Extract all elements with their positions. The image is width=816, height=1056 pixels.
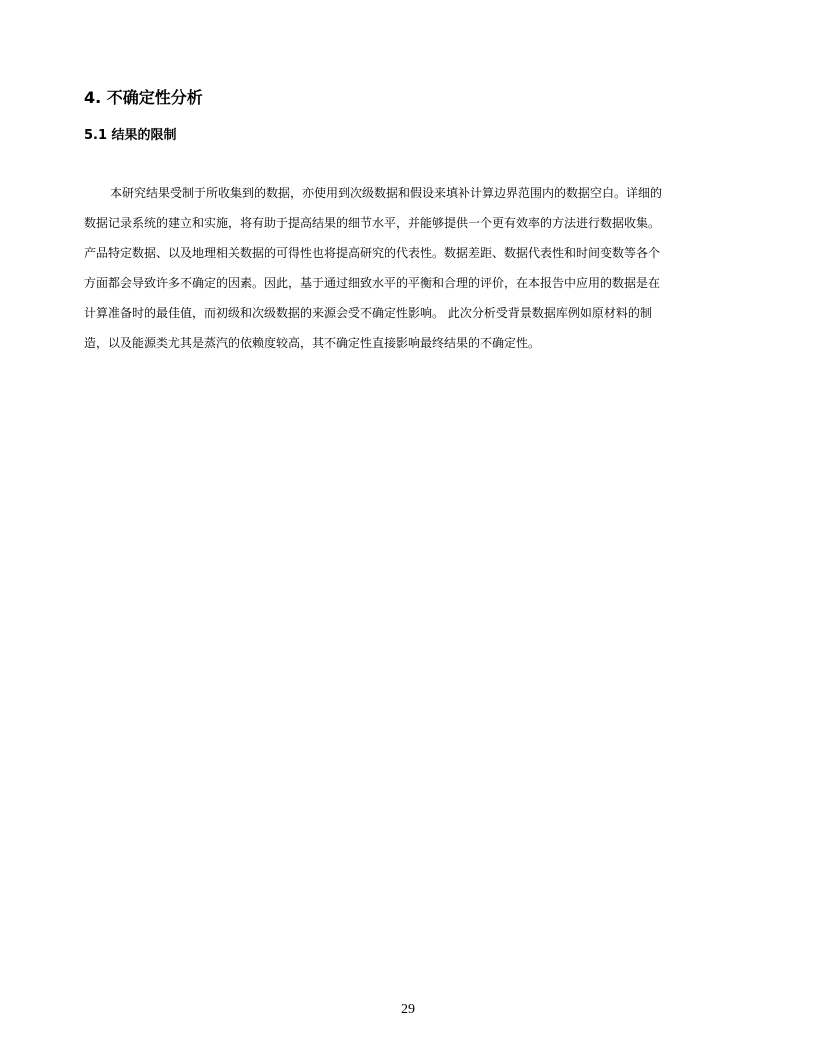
section-heading: 4. 不确定性分析	[84, 88, 203, 107]
paragraph-line: 造，以及能源类尤其是蒸汽的依赖度较高，其不确定性直接影响最终结果的不确定性。	[84, 336, 541, 350]
paragraph-line: 方面都会导致许多不确定的因素。因此，基于通过细致水平的平衡和合理的评价，在本报告中应用的数据是在	[84, 276, 661, 290]
page-number: 29	[401, 1002, 415, 1017]
paragraph-line: 数据记录系统的建立和实施，将有助于提高结果的细节水平，并能够提供一个更有效率的方法进行数据收集。	[84, 216, 661, 230]
body-paragraph	[84, 178, 736, 358]
paragraph-line: 本研究结果受制于所收集到的数据，亦使用到次级数据和假设来填补计算边界范围内的数据空白。详细的	[110, 186, 663, 200]
paragraph-line: 计算准备时的最佳值，而初级和次级数据的来源会受不确定性影响。 此次分析受背景数据库例如原材料的制	[84, 306, 652, 320]
subsection-heading: 5.1 结果的限制	[84, 128, 177, 143]
paragraph-line: 产品特定数据、以及地理相关数据的可得性也将提高研究的代表性。数据差距、数据代表性和时间变数等各个	[84, 246, 661, 260]
